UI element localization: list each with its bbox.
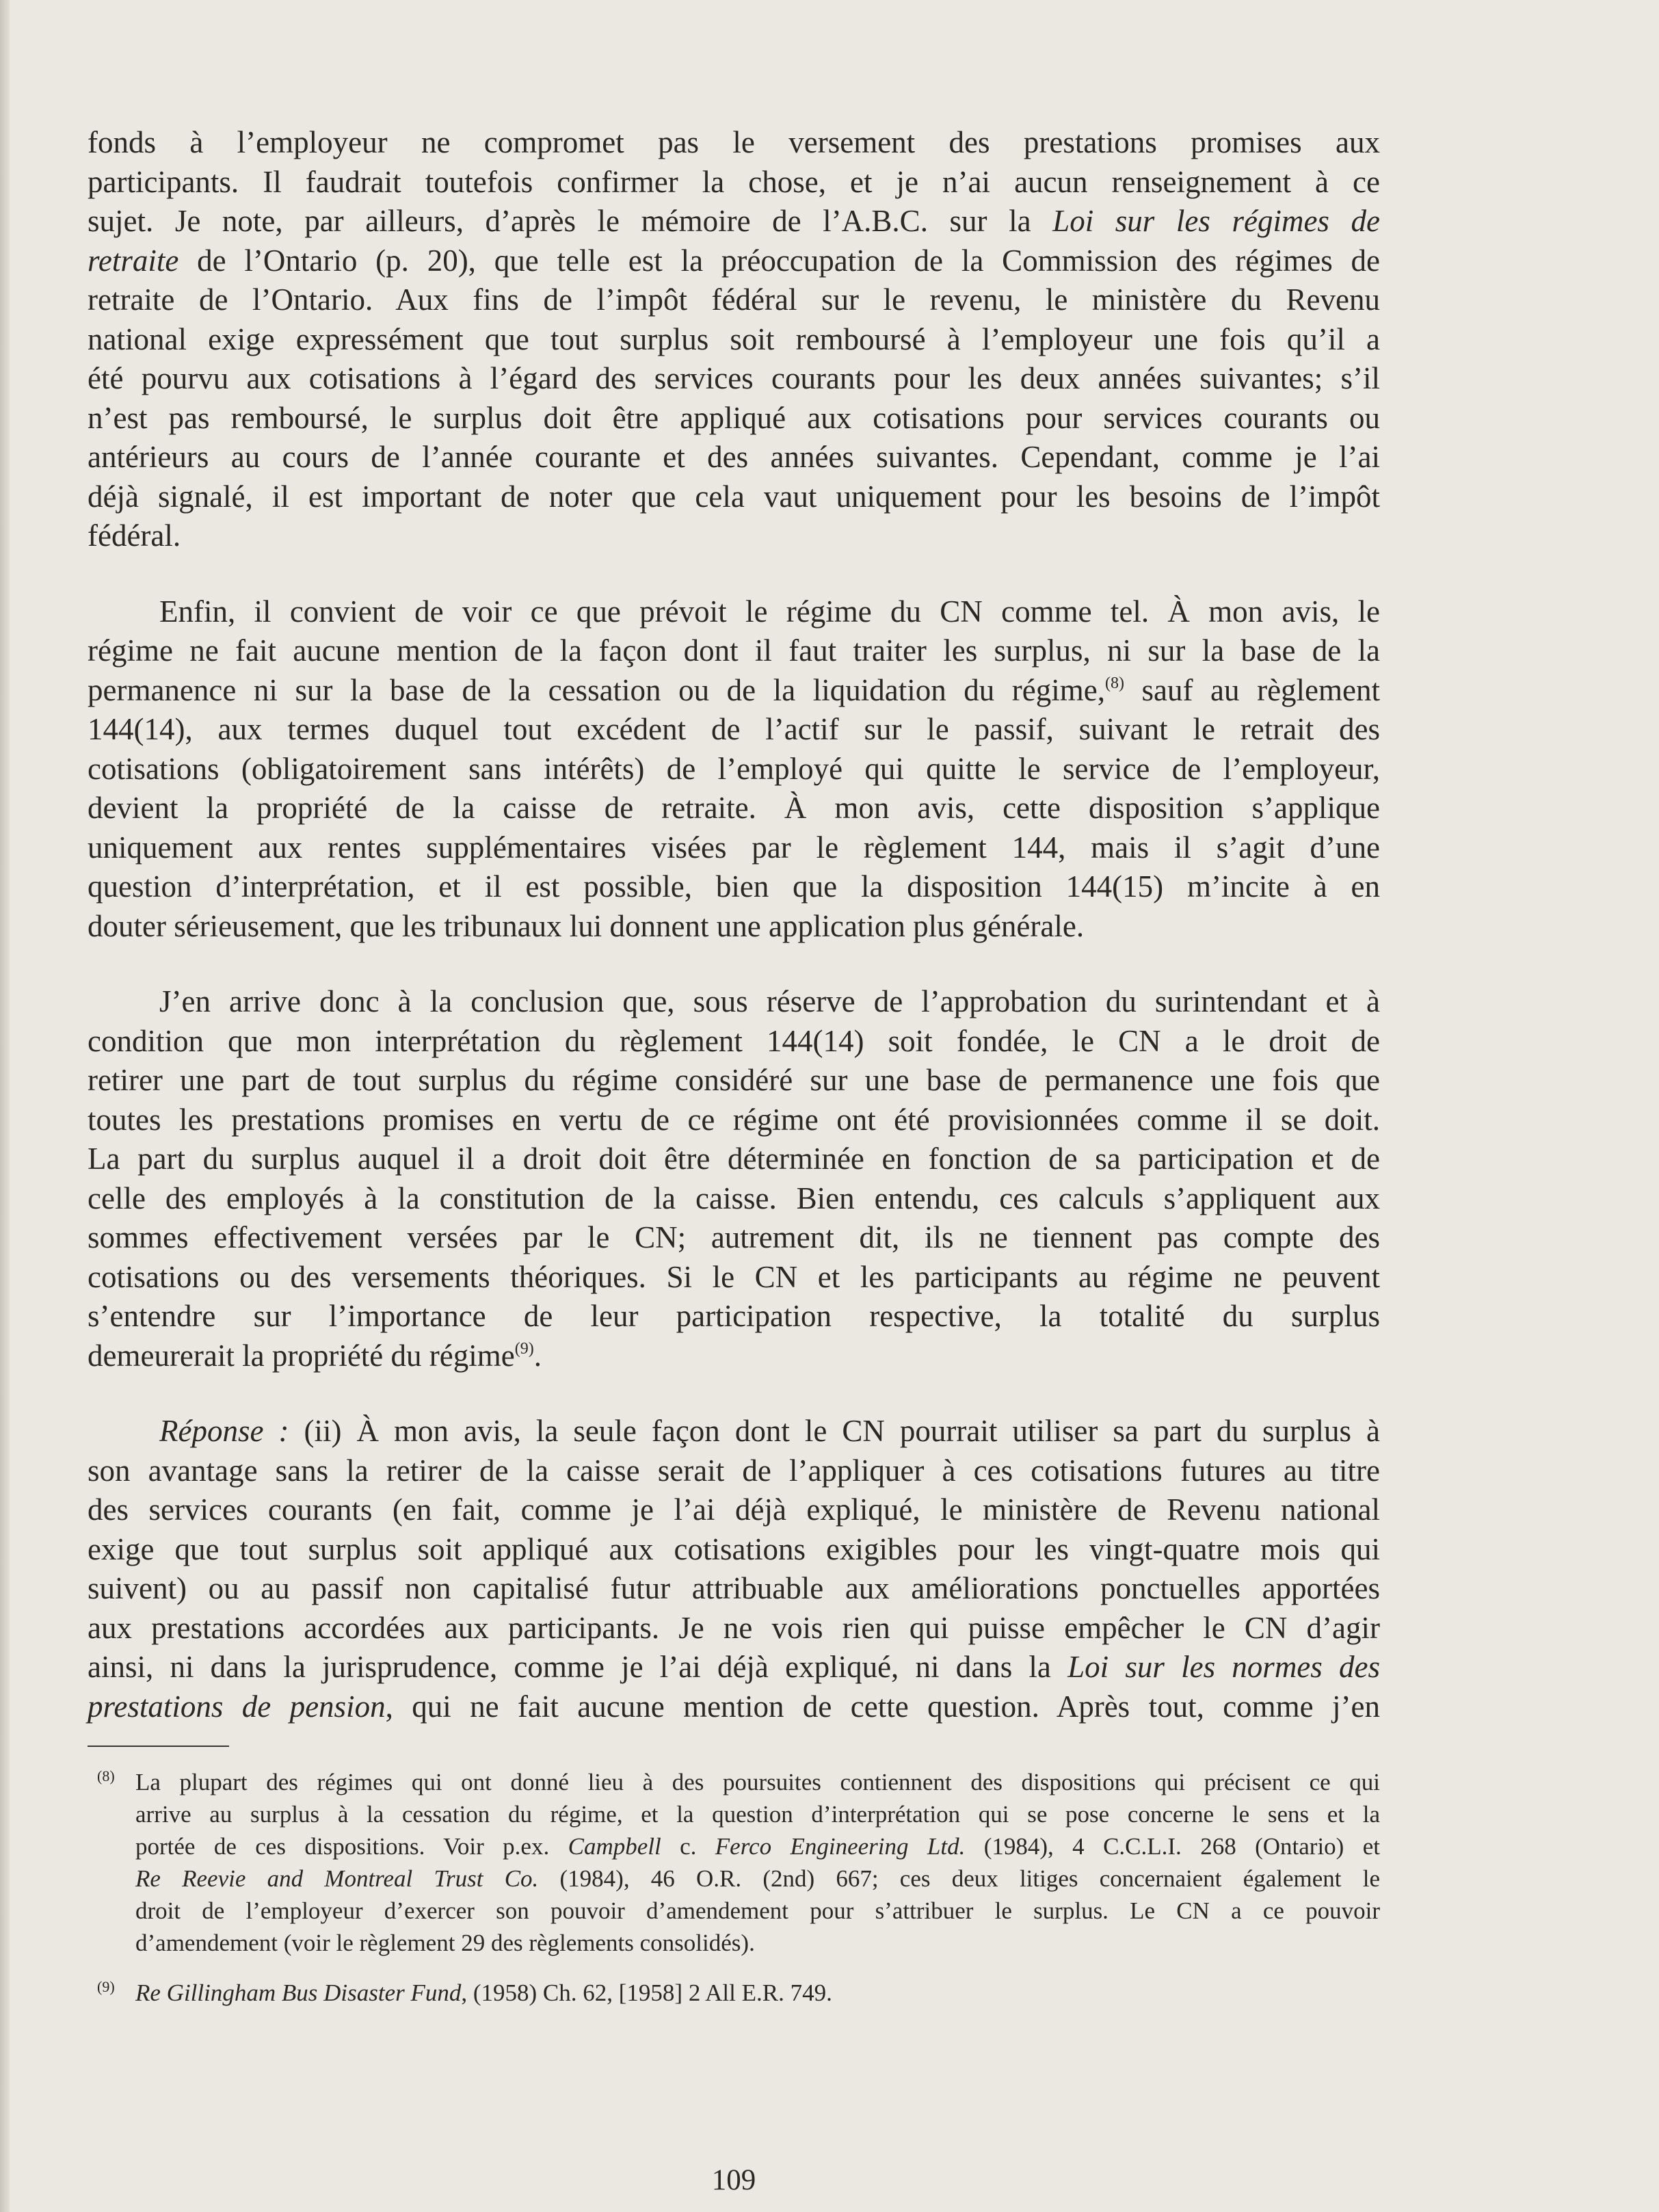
text-line: condition que mon interprétation du règlement 144(14) soit fondée, le CN a le droit de [88, 1023, 1380, 1058]
text-line: retraite de l’Ontario (p. 20), que telle est la préoccupation de la Commission des régimes de [88, 243, 1380, 278]
body-text [88, 123, 1380, 1726]
footnote-marker: (8) [97, 1767, 115, 1785]
page-number: 109 [711, 2164, 756, 2196]
text-line: déjà signalé, il est important de noter que cela vaut uniquement pour les besoins de l’impôt [88, 479, 1380, 514]
text-line: n’est pas remboursé, le surplus doit être appliqué aux cotisations pour services courants ou [88, 400, 1380, 435]
text-line: toutes les prestations promises en vertu de ce régime ont été provisionnées comme il se doit. [88, 1102, 1380, 1137]
text-line: antérieurs au cours de l’année courante et des années suivantes. Cependant, comme je l’ai [88, 440, 1380, 474]
text-line: 144(14), aux termes duquel tout excédent de l’actif sur le passif, suivant le retrait des [88, 712, 1380, 746]
text-line: s’entendre sur l’importance de leur participation respective, la totalité du surplus [88, 1299, 1380, 1333]
footnotes [88, 1766, 1380, 2009]
footnote-line: arrive au surplus à la cessation du régime, et la question d’interprétation qui se pose concerne le sens et la [135, 1801, 1380, 1828]
text-line: devient la propriété de la caisse de retraite. À mon avis, cette disposition s’applique [88, 791, 1380, 825]
text-line: fédéral. [88, 518, 181, 553]
footnote [88, 1766, 1380, 1959]
footnote-reference: (8) [1105, 674, 1124, 692]
text-line: prestations de pension, qui ne fait aucune mention de cette question. Après tout, comme j’en [88, 1689, 1380, 1724]
text-line: aux prestations accordées aux participants. Je ne vois rien qui puisse empêcher le CN d’agir [88, 1610, 1380, 1645]
footnote-line: La plupart des régimes qui ont donné lieu à des poursuites contiennent des dispositions qui précisent ce qui [135, 1769, 1380, 1795]
footnote-separator [88, 1746, 229, 1747]
text-line: demeurerait la propriété du régime$^{(9)}$. [88, 1338, 542, 1373]
paragraph [88, 1412, 1380, 1726]
text-line: permanence ni sur la base de la cessation ou de la liquidation du régime,$^{(8)}$ sauf au règlement [88, 672, 1380, 707]
text-line: Enfin, il convient de voir ce que prévoit le régime du CN comme tel. À mon avis, le [159, 594, 1380, 629]
footnote-line: Re Reevie and Montreal Trust Co. (1984), 46 O.R. (2nd) 667; ces deux litiges concernaient également le [135, 1865, 1380, 1892]
text-line: douter sérieusement, que les tribunaux lui donnent une application plus générale. [88, 908, 1085, 943]
text-line: régime ne fait aucune mention de la façon dont il faut traiter les surplus, ni sur la base de la [88, 633, 1380, 668]
footnote-line: droit de l’employeur d’exercer son pouvoir d’amendement pour s’attribuer le surplus. Le CN a ce pouvoir [135, 1897, 1380, 1924]
text-line: national exige expressément que tout surplus soit remboursé à l’employeur une fois qu’il a [88, 321, 1380, 356]
text-line: celle des employés à la constitution de la caisse. Bien entendu, ces calculs s’appliquent aux [88, 1181, 1380, 1215]
paragraph [88, 123, 1380, 556]
text-line: question d’interprétation, et il est possible, bien que la disposition 144(15) m’incite à en [88, 869, 1380, 904]
scan-edge [0, 0, 10, 2212]
text-line: ainsi, ni dans la jurisprudence, comme je l’ai déjà expliqué, ni dans la Loi sur les normes des [88, 1650, 1380, 1684]
text-line: des services courants (en fait, comme je l’ai déjà expliqué, le ministère de Revenu national [88, 1492, 1380, 1527]
text-line: cotisations (obligatoirement sans intérêts) de l’employé qui quitte le service de l’employeur, [88, 751, 1380, 786]
footnote-marker: (9) [97, 1978, 115, 1995]
footnote-line: d’amendement (voir le règlement 29 des règlements consolidés). [135, 1930, 755, 1956]
text-line: retirer une part de tout surplus du régime considéré sur une base de permanence une fois que [88, 1063, 1380, 1097]
paragraph [88, 592, 1380, 947]
document-page [88, 123, 1380, 2196]
text-line: J’en arrive donc à la conclusion que, sous réserve de l’approbation du surintendant et à [159, 984, 1380, 1018]
text-line: son avantage sans la retirer de la caisse serait de l’appliquer à ces cotisations futures au titre [88, 1453, 1380, 1488]
text-line: participants. Il faudrait toutefois confirmer la chose, et je n’ai aucun renseignement à ce [88, 164, 1380, 199]
text-line: sommes effectivement versées par le CN; autrement dit, ils ne tiennent pas compte des [88, 1220, 1380, 1254]
footnote-line: portée de ces dispositions. Voir p.ex. Campbell c. Ferco Engineering Ltd. (1984), 4 C.C.L.I. 268 (Ontario) et [135, 1833, 1380, 1860]
text-line: suivent) ou au passif non capitalisé futur attribuable aux améliorations ponctuelles apportées [88, 1571, 1380, 1605]
text-line: Réponse : (ii) À mon avis, la seule façon dont le CN pourrait utiliser sa part du surplus à [159, 1414, 1380, 1448]
footnote [88, 1977, 1380, 2009]
text-line: uniquement aux rentes supplémentaires visées par le règlement 144, mais il s’agit d’une [88, 830, 1380, 865]
text-line: La part du surplus auquel il a droit doit être déterminée en fonction de sa participation et de [88, 1142, 1380, 1176]
paragraph [88, 982, 1380, 1375]
footnote-line: Re Gillingham Bus Disaster Fund, (1958) Ch. 62, [1958] 2 All E.R. 749. [135, 1979, 832, 2006]
text-line: retraite de l’Ontario. Aux fins de l’impôt fédéral sur le revenu, le ministère du Revenu [88, 282, 1380, 317]
text-line: exige que tout surplus soit appliqué aux cotisations exigibles pour les vingt-quatre mois qui [88, 1531, 1380, 1566]
text-line: cotisations ou des versements théoriques. Si le CN et les participants au régime ne peuvent [88, 1259, 1380, 1294]
footnote-reference: (9) [514, 1339, 534, 1358]
text-line: sujet. Je note, par ailleurs, d’après le mémoire de l’A.B.C. sur la Loi sur les régimes de [88, 204, 1380, 238]
text-line: fonds à l’employeur ne compromet pas le versement des prestations promises aux [88, 125, 1380, 159]
text-line: été pourvu aux cotisations à l’égard des services courants pour les deux années suivantes; s’il [88, 361, 1380, 395]
